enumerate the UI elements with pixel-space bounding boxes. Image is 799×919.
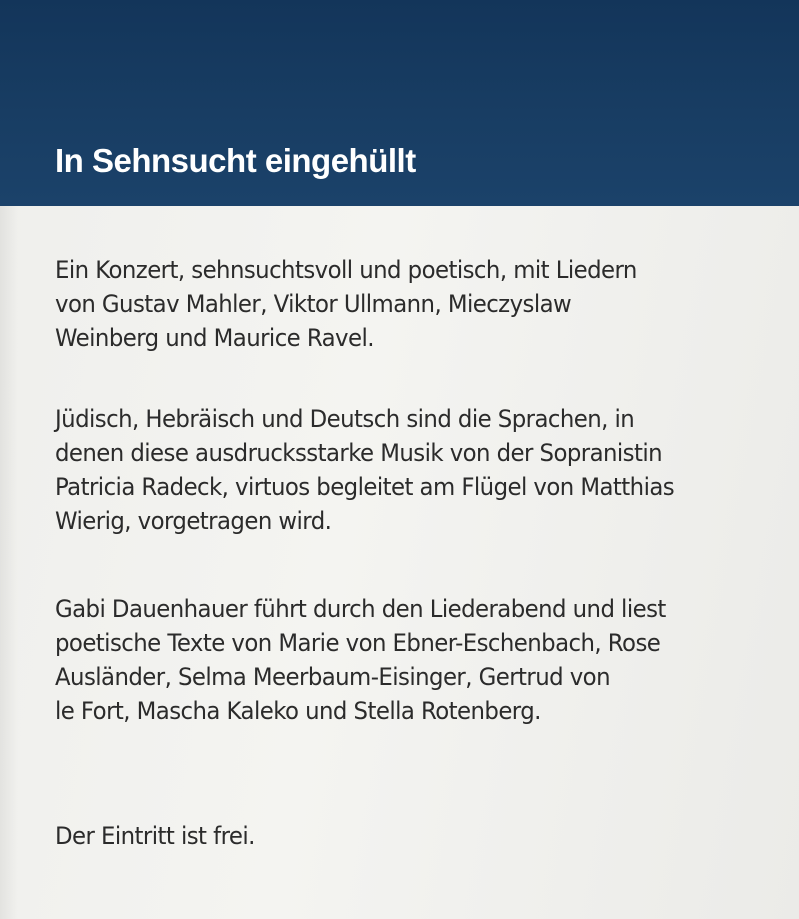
paragraph-line: denen diese ausdrucksstarke Musik von der Sopranistin [55,439,663,467]
paragraph-line: Patricia Radeck, virtuos begleitet am Flügel von Matthias [55,473,675,501]
paragraph-line: Gabi Dauenhauer führt durch den Liederabend und liest [55,595,666,623]
paragraph-line: Weinberg und Maurice Ravel. [55,324,374,352]
paragraph-languages [55,402,775,538]
paragraph-line: Ein Konzert, sehnsuchtsvoll und poetisch, mit Liedern [55,256,637,284]
page-edge-shadow [0,206,18,919]
paragraph-readings [55,592,775,728]
paragraph-line: Ausländer, Selma Meerbaum-Eisinger, Gertrud von [55,663,610,691]
closing-note: Der Eintritt ist frei. [55,822,255,850]
paragraph-line: von Gustav Mahler, Viktor Ullmann, Mieczyslaw [55,290,572,318]
header-band [0,0,799,206]
paragraph-line: poetische Texte von Marie von Ebner-Eschenbach, Rose [55,629,661,657]
page-title: In Sehnsucht eingehüllt [55,142,416,179]
paragraph-line: le Fort, Mascha Kaleko und Stella Rotenberg. [55,697,541,725]
paragraph-line: Wierig, vorgetragen wird. [55,507,332,535]
paragraph-concert-intro [55,253,775,355]
paragraph-line: Jüdisch, Hebräisch und Deutsch sind die Sprachen, in [55,405,635,433]
